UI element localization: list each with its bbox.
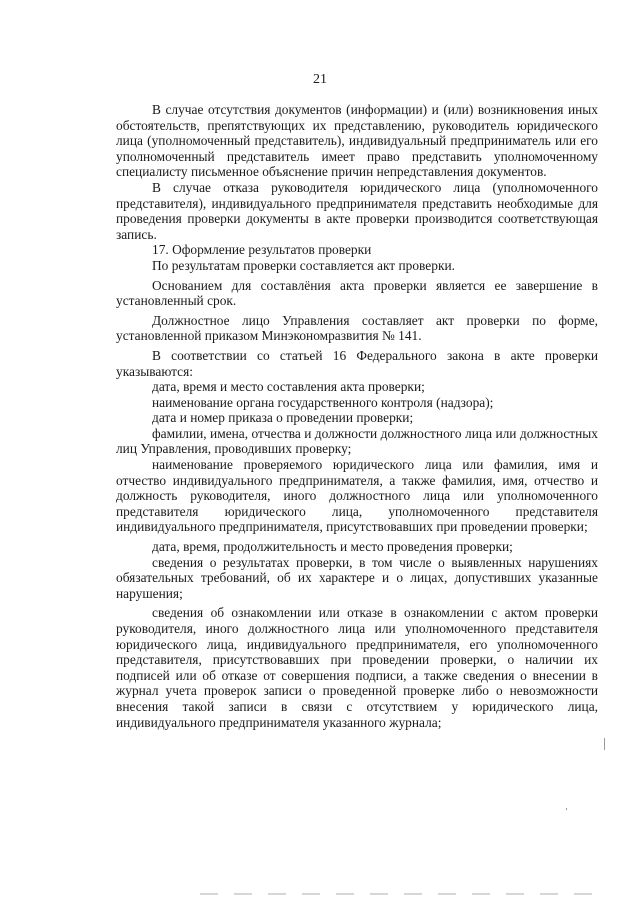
list-item-inspectors: фамилии, имена, отчества и должности должностного лица или должностных лиц Управления, проводивших проверку;	[116, 425, 598, 457]
page-number: 21	[313, 72, 327, 87]
paragraph-act-drawn-up: По результатам проверки составляется акт проверки.	[152, 257, 455, 273]
list-item-acknowledgement: сведения об ознакомлении или отказе в ознакомлении с актом проверки руководителя, иного должностного лица или уполномоченного представителя юридического лица, индивидуального предпринимателя, его уполномоченного представителя, присутствовавших при проведении проверки, о наличии их подписей или об отказе от совершения подписи, а также сведения о внесении в журнал учета проверок записи о проведенной проверке либо о невозможности внесения такой записи в связи с отсутствием у юридического лица, индивидуального предпринимателя указанного журнала;	[116, 605, 598, 730]
paragraph-act-form: Должностное лицо Управления составляет акт проверки по форме, установленной приказом Минэкономразвития № 141.	[116, 312, 598, 344]
scan-artifact	[604, 738, 605, 750]
list-item-control-body: наименование органа государственного контроля (надзора);	[152, 394, 494, 410]
paragraph-refusal-to-provide: В случае отказа руководителя юридического лица (уполномоченного представителя), индивидуального предпринимателя представить необходимые для проведения проверки документы в акте проверки производится соответствующая запись.	[116, 179, 598, 242]
document-body	[116, 102, 598, 730]
paragraph-act-contents-intro: В соответствии со статьей 16 Федерального закона в акте проверки указываются:	[116, 347, 598, 379]
paragraph-basis-for-act: Основанием для составлёния акта проверки является ее завершение в установленный срок.	[116, 277, 598, 309]
scan-artifact	[566, 808, 567, 810]
paragraph-absence-of-documents: В случае отсутствия документов (информации) и (или) возникновения иных обстоятельств, препятствующих их представлению, руководитель юридического лица (уполномоченный представитель), индивидуальный предприниматель или его уполномоченный представитель имеет право представить уполномоченному специалисту письменное объяснение причин непредставления документов.	[116, 102, 598, 180]
list-item-inspected-entity: наименование проверяемого юридического лица или фамилия, имя и отчество индивидуального предпринимателя, а также фамилия, имя, отчество и должность руководителя, иного должностного лица или уполномоченного представителя юридического лица, уполномоченного представителя индивидуального предпринимателя, присутствовавших при проведении проверки;	[116, 457, 598, 535]
list-item-duration: дата, время, продолжительность и место проведения проверки;	[152, 539, 513, 555]
section-heading-17: 17. Оформление результатов проверки	[152, 242, 372, 258]
list-item-date-place: дата, время и место составления акта проверки;	[152, 379, 425, 395]
list-item-results: сведения о результатах проверки, в том числе о выявленных нарушениях обязательных требований, об их характере и о лицах, допустивших указанные нарушения;	[116, 554, 598, 601]
list-item-order-number: дата и номер приказа о проведении проверки;	[152, 410, 414, 426]
scan-artifact-bottom	[200, 893, 600, 895]
